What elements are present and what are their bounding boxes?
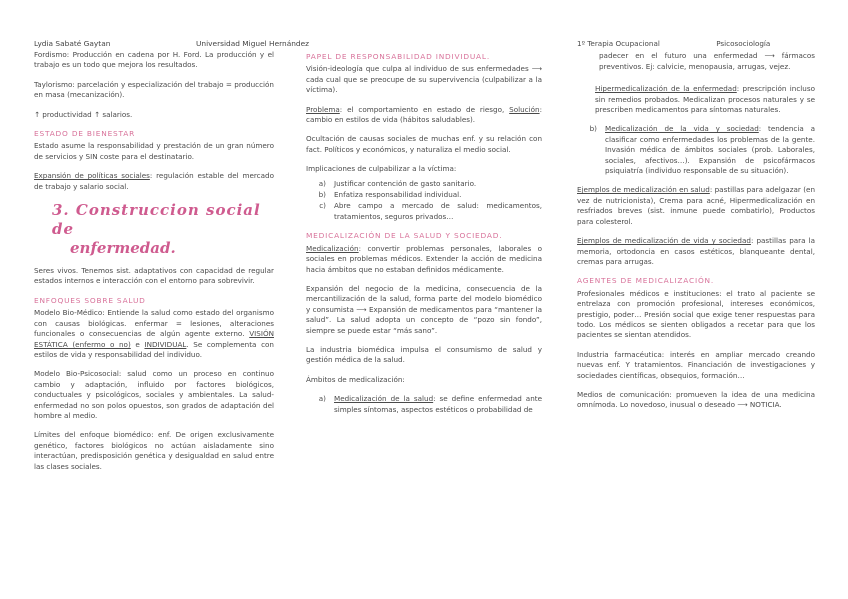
author-name: Lydia Sabaté Gaytan bbox=[34, 39, 111, 48]
section-title-line2: enfermedad. bbox=[70, 239, 176, 258]
list-item: b) Enfatiza responsabilidad individual. bbox=[318, 190, 462, 200]
profesionales-paragraph: Profesionales médicos e instituciones: el trato al paciente se entrelaza con promoción profesional, intereses económicos, prestigio, poder… Presión social que exige tener respuestas para todo. Los médicos se sienten obligados a recetar para que los pacientes se sientan atendidos. bbox=[577, 288, 815, 340]
list-item: a) Justificar contención de gasto sanitario. bbox=[318, 178, 477, 188]
section-title-line1: 3. Construccion social de bbox=[52, 201, 261, 239]
implicaciones-list bbox=[306, 179, 542, 223]
padecer-paragraph: padecer en el futuro una enfermedad ⟶ fármacos preventivos. Ej: calvicie, menopausia, arrugas, vejez. bbox=[599, 51, 815, 71]
estado-paragraph: Estado asume la responsabilidad y prestación de un gran número de servicios y SIN coste para el destinatario. bbox=[34, 141, 274, 161]
subject-name: Psicosociología bbox=[716, 39, 771, 48]
taylorismo-paragraph: Taylorismo: parcelación y especialización del trabajo = producción en masa (mecanización). bbox=[34, 79, 274, 100]
hipermedicalizacion-paragraph: Hipermedicalización de la enfermedad: prescripción incluso sin remedios probados. Medicalizan procesos naturales y se prescriben medicamentos para síntomas naturales. bbox=[595, 84, 815, 115]
expansion-term: Expansión de políticas sociales bbox=[34, 171, 150, 181]
heading-enfoques: ENFOQUES SOBRE SALUD bbox=[34, 295, 146, 305]
vision-paragraph: Visión-ideología que culpa al individuo de sus enfermedades ⟶ cada cual que se preocupe de su supervivencia (culpabilizar a la víctima). bbox=[306, 64, 542, 95]
productividad-line: ↑ productividad ↑ salarios. bbox=[34, 109, 133, 119]
heading-agentes: AGENTES DE MEDICALIZACIÓN. bbox=[577, 276, 715, 286]
medios-paragraph: Medios de comunicación: promueven la idea de una medicina omnímoda. Lo novedoso, inusual o deseado ⟶ NOTICIA. bbox=[577, 389, 815, 410]
course-line bbox=[577, 39, 815, 49]
ambitos-paragraph: Ámbitos de medicalización: bbox=[306, 374, 405, 384]
heading-medicalizacion: MEDICALIZACIÓN DE LA SALUD Y SOCIEDAD. bbox=[306, 231, 503, 241]
medicalizacion-paragraph: Medicalización: convertir problemas personales, laborales o sociales en problemas médicos. Extender la acción de medicina hacia ámbitos que no estaban definidos médicamente. bbox=[306, 243, 542, 274]
heading-estado-bienestar: ESTADO DE BIENESTAR bbox=[34, 129, 136, 139]
fordismo-paragraph: Fordismo: Producción en cadena por H. Ford. La producción y el trabajo es un todo que mejora los resultados. bbox=[34, 50, 274, 70]
section-title bbox=[34, 201, 274, 258]
ocultacion-paragraph: Ocultación de causas sociales de muchas enf. y su relación con fact. Políticos y económicos, y naturaliza el medio social. bbox=[306, 134, 542, 154]
heading-papel: PAPEL DE RESPONSABILIDAD INDIVIDUAL. bbox=[306, 52, 490, 61]
ejemplos-salud-paragraph: Ejemplos de medicalización en salud: pastillas para adelgazar (en vez de nutricionista), Crema para acné, Hipermedicalización en resfriados breves (sist. inmune puede combatirlo), Productos para colesterol. bbox=[577, 185, 815, 226]
problema-paragraph: Problema: el comportamiento en estado de riesgo, Solución: cambio en estilos de vida (hábitos saludables). bbox=[306, 104, 542, 125]
ambito-b-item: b) Medicalización de la vida y sociedad: tendencia a clasificar como enfermedades los problemas de la gente. Invasión médica de ámbitos sociales (prob. Laborales, sociales, afectivos…). Expansión de psicofármacos psiquiatría (individuo responsable de su situación). bbox=[589, 124, 815, 176]
implicaciones-paragraph: Implicaciones de culpabilizar a la víctima: bbox=[306, 164, 457, 174]
column-right bbox=[577, 39, 815, 420]
biopsicosocial-paragraph: Modelo Bio-Psicosocial: salud como un proceso en continuo cambio y adaptación, influido por factores biológicos, conductuales y psicológicos, sociales y ambientales. La salud-enfermedad no son polos opuestos, son grados de adaptación del hombre al medio. bbox=[34, 369, 274, 420]
ambito-a-item: a) Medicalización de la salud: se define enfermedad ante simples síntomas, aspectos estéticos o probabilidad de bbox=[318, 394, 542, 414]
biomedico-paragraph: Modelo Bio-Médico: Entiende la salud como estado del organismo con causas biológicas. enfermar = lesiones, alteraciones funcionales o consecuencias de algún agente externo. VISIÓN ESTÁTICA (enfermo o no) e INDIVIDUAL. Se complementa con estilos de vida y responsabilidad del individuo. bbox=[34, 308, 274, 359]
farmaceutica-paragraph: Industria farmacéutica: interés en ampliar mercado creando nuevas enf. Y tratamientos. Financiación de investigaciones y sociedades científicas, obsequios, formación… bbox=[577, 349, 815, 380]
column-left bbox=[34, 50, 274, 481]
course-name: 1º Terapia Ocupacional bbox=[577, 39, 660, 48]
column-middle bbox=[306, 52, 542, 416]
ejemplos-vida-paragraph: Ejemplos de medicalización de vida y sociedad: pastillas para la memoria, ortodoncia en casos estéticos, blanqueante dental, cremas para arrugas. bbox=[577, 236, 815, 266]
university-name: Universidad Miguel Hernández bbox=[196, 39, 310, 48]
expansion-negocio-paragraph: Expansión del negocio de la medicina, consecuencia de la mercantilización de la salud, forma parte del modelo biomédico y consumista ⟶ Expansión de medicamentos para “mantener la salud”. La salud adopta un concepto de “pozo sin fondo”, siempre se puede estar “más sano”. bbox=[306, 283, 542, 335]
expansion-paragraph: Expansión de políticas sociales: regulación estable del mercado de trabajo y salario social. bbox=[34, 171, 274, 191]
seres-vivos-paragraph: Seres vivos. Tenemos sist. adaptativos con capacidad de regular estados internos e interacción con el entorno para sobrevivir. bbox=[34, 266, 274, 286]
limites-paragraph: Límites del enfoque biomédico: enf. De origen exclusivamente genético, factores biológicos no actúan aisladamente sino interactúan, predisposición genética y desigualdad en salud entre las clases sociales. bbox=[34, 430, 274, 471]
list-item: c) Abre campo a mercado de salud: medicamentos, tratamientos, seguros privados… bbox=[319, 201, 542, 221]
industria-paragraph: La industria biomédica impulsa el consumismo de salud y gestión médica de la salud. bbox=[306, 344, 542, 365]
